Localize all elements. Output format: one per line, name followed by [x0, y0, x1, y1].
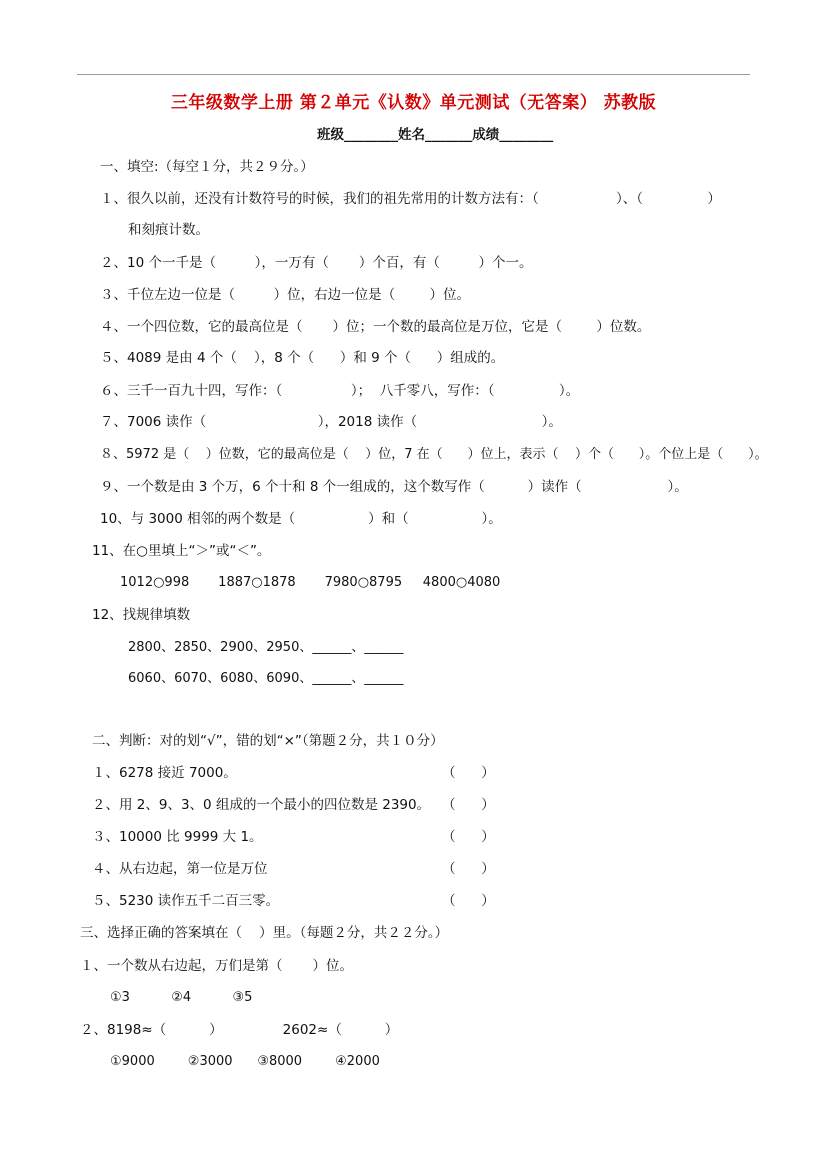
section1-heading: 一、填空:（每空１分，共２９分。）	[100, 159, 314, 175]
question-6: ６、三千一百九十四，写作：（ ）； 八千零八，写作：（ ）。	[100, 383, 580, 399]
judge-item-3: ３、10000 比 9999 大 1。	[92, 829, 263, 845]
judge-item-5: ５、5230 读作五千二百三零。	[92, 893, 280, 909]
question-1b: 和刻痕计数。	[128, 222, 209, 238]
question-11-items: 1012○998 1887○1878 7980○8795 4800○4080	[120, 575, 501, 590]
judge-bracket-3: （ ）	[442, 829, 495, 845]
question-7: ７、7006 读作（ ），2018 读作（ ）。	[100, 414, 562, 430]
question-12-row2: 6060、6070、6080、6090、______、______	[128, 671, 404, 686]
choice-options-2: ①9000 ②3000 ③8000 ④2000	[110, 1054, 380, 1069]
question-10: 10、与 3000 相邻的两个数是（ ）和（ ）。	[100, 511, 502, 527]
student-info-line: 班级________姓名_______成绩________	[317, 127, 554, 143]
choice-question-2: ２、8198≈（ ） 2602≈（ ）	[80, 1022, 399, 1038]
choice-question-1: １、一个数从右边起，万们是第（ ）位。	[80, 958, 354, 974]
question-12-row1: 2800、2850、2900、2950、______、______	[128, 640, 404, 655]
question-4: ４、一个四位数，它的最高位是（ ）位；一个数的最高位是万位，它是（ ）位数。	[100, 319, 651, 335]
question-2: ２、10 个一千是（ ），一万有（ ）个百，有（ ）个一。	[100, 255, 533, 271]
question-5: ５、4089 是由 4 个（ ），8 个（ ）和 9 个（ ）组成的。	[100, 350, 505, 366]
section2-heading: 二、判断：对的划“√”，错的划“×”（第题２分，共１０分）	[92, 733, 444, 749]
judge-bracket-1: （ ）	[442, 765, 495, 781]
choice-options-1: ①3 ②4 ③5	[110, 990, 253, 1005]
judge-item-2: ２、用 2、9、3、0 组成的一个最小的四位数是 2390。	[92, 797, 431, 813]
section3-heading: 三、选择正确的答案填在（ ）里。（每题２分，共２２分。）	[80, 925, 449, 941]
question-11: 11、在○里填上“＞”或“＜”。	[92, 543, 271, 559]
judge-item-4: ４、从右边起，第一位是万位	[92, 861, 268, 877]
question-1a: １、很久以前，还没有计数符号的时候，我们的祖先常用的计数方法有：（ ）、（ ）	[100, 191, 721, 207]
judge-item-1: １、6278 接近 7000。	[92, 765, 237, 781]
question-8: ８、5972 是（ ）位数，它的最高位是（ ）位，7 在（ ）位上，表示（ ）个（ ）。个位上是（ ）。	[100, 447, 768, 462]
page-title: 三年级数学上册 第２单元《认数》单元测试（无答案） 苏教版	[170, 93, 657, 113]
question-12: 12、找规律填数	[92, 607, 191, 623]
question-3: ３、千位左边一位是（ ）位，右边一位是（ ）位。	[100, 287, 470, 303]
header-rule	[77, 74, 750, 75]
judge-bracket-5: （ ）	[442, 893, 495, 909]
question-9: ９、一个数是由 3 个万，6 个十和 8 个一组成的，这个数写作（ ）读作（ ）。	[100, 479, 688, 495]
judge-bracket-4: （ ）	[442, 861, 495, 877]
judge-bracket-2: （ ）	[442, 797, 495, 813]
